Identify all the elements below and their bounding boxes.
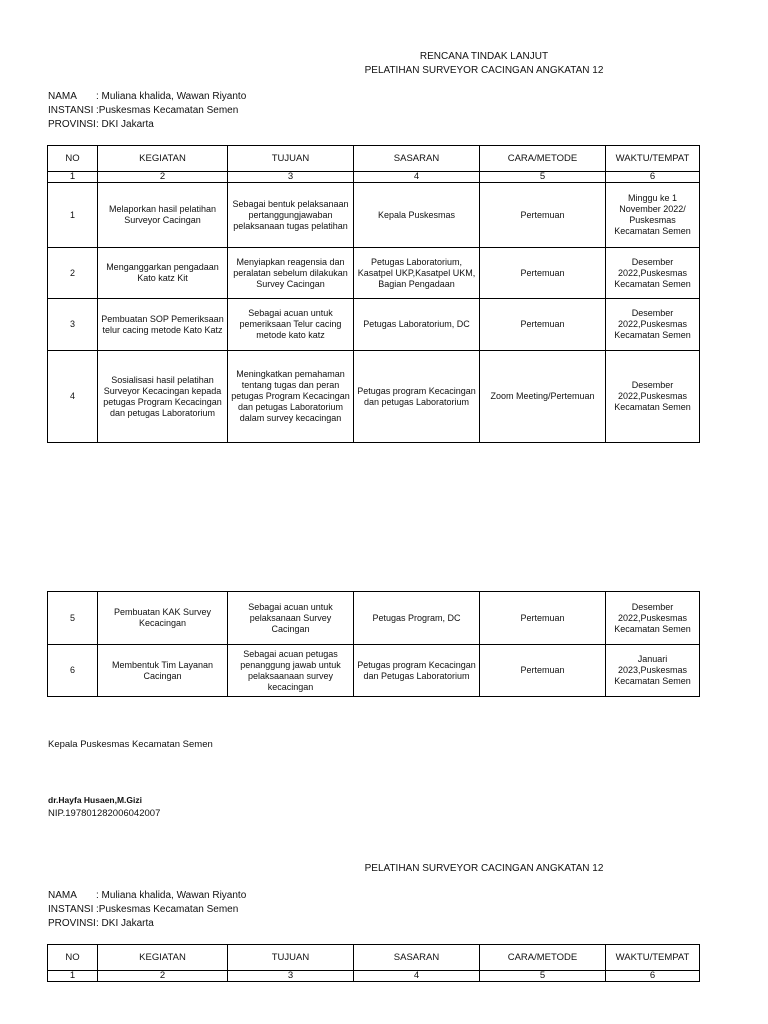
institution-row: INSTANSI :Puskesmas Kecamatan Semen bbox=[48, 904, 239, 915]
header-sasaran: SASARAN bbox=[354, 945, 480, 971]
table-row: 1 Melaporkan hasil pelatihan Surveyor Cacingan Sebagai bentuk pelaksanaan pertanggungjawaban pelaksanaan tugas pelatihan Kepala Puskesmas Pertemuan Minggu ke 1 November 2022/ Puskesmas Kecamatan Semen bbox=[48, 183, 700, 248]
name-row: NAMA : Muliana khalida, Wawan Riyanto bbox=[48, 890, 247, 901]
header-metode: CARA/METODE bbox=[480, 945, 606, 971]
signature-title: Kepala Puskesmas Kecamatan Semen bbox=[48, 739, 213, 750]
header-tujuan: TUJUAN bbox=[228, 945, 354, 971]
signer-name: dr.Hayfa Husaen,M.Gizi bbox=[48, 795, 142, 805]
header-no: NO bbox=[48, 146, 98, 172]
header-no: NO bbox=[48, 945, 98, 971]
signer-nip: NIP.197801282006042007 bbox=[48, 808, 161, 819]
document-subtitle: PELATIHAN SURVEYOR CACINGAN ANGKATAN 12 bbox=[364, 65, 604, 76]
column-number-row: 1 2 3 4 5 6 bbox=[48, 172, 700, 183]
name-row: NAMA : Muliana khalida, Wawan Riyanto bbox=[48, 91, 247, 102]
table-row: 2 Menganggarkan pengadaan Kato katz Kit Menyiapkan reagensia dan peralatan sebelum dilakukan Survey Cacingan Petugas Laboratorium, Kasatpel UKP,Kasatpel UKM, Bagian Pengadaan Pertemuan Desember 2022,Puskesmas Kecamatan Semen bbox=[48, 248, 700, 299]
identity-block-page2 bbox=[48, 889, 246, 931]
action-plan-table-page2 bbox=[47, 944, 700, 982]
header-tujuan: TUJUAN bbox=[228, 146, 354, 172]
table-header-row bbox=[48, 146, 700, 172]
header-metode: CARA/METODE bbox=[480, 146, 606, 172]
header-kegiatan: KEGIATAN bbox=[98, 945, 228, 971]
table-row: 6 Membentuk Tim Layanan Cacingan Sebagai acuan petugas penanggung jawab untuk pelaksaanaan survey kecacingan Petugas program Kecacingan dan Petugas Laboratorium Pertemuan Januari 2023,Puskesmas Kecamatan Semen bbox=[48, 645, 700, 697]
document-title: RENCANA TINDAK LANJUT bbox=[419, 51, 549, 62]
province-row: PROVINSI: DKI Jakarta bbox=[48, 918, 154, 929]
table-row: 5 Pembuatan KAK Survey Kecacingan Sebagai acuan untuk pelaksanaan Survey Cacingan Petugas Program, DC Pertemuan Desember 2022,Puskesmas Kecamatan Semen bbox=[48, 592, 700, 645]
province-row: PROVINSI: DKI Jakarta bbox=[48, 119, 154, 130]
document-title-page2: PELATIHAN SURVEYOR CACINGAN ANGKATAN 12 bbox=[364, 863, 604, 874]
table-row: 3 Pembuatan SOP Pemeriksaan telur cacing metode Kato Katz Sebagai acuan untuk pemeriksaan Telur cacing metode kato katz Petugas Laboratorium, DC Pertemuan Desember 2022,Puskesmas Kecamatan Semen bbox=[48, 299, 700, 351]
header-sasaran: SASARAN bbox=[354, 146, 480, 172]
table-row: 4 Sosialisasi hasil pelatihan Surveyor Kecacingan kepada petugas Program Kecacingan dan petugas Laboratorium Meningkatkan pemahaman tentang tugas dan peran petugas Program Kecacingan dan petugas Laboratorium dalam survey kecacingan Petugas program Kecacingan dan petugas Laboratorium Zoom Meeting/Pertemuan Desember 2022,Puskesmas Kecamatan Semen bbox=[48, 351, 700, 443]
action-plan-table bbox=[47, 145, 700, 443]
table-header-row bbox=[48, 945, 700, 971]
institution-row: INSTANSI :Puskesmas Kecamatan Semen bbox=[48, 105, 239, 116]
header-kegiatan: KEGIATAN bbox=[98, 146, 228, 172]
column-number-row: 1 2 3 4 5 6 bbox=[48, 971, 700, 982]
header-waktu: WAKTU/TEMPAT bbox=[606, 945, 700, 971]
header-waktu: WAKTU/TEMPAT bbox=[606, 146, 700, 172]
identity-block bbox=[48, 90, 246, 132]
action-plan-table-continued bbox=[47, 591, 700, 697]
